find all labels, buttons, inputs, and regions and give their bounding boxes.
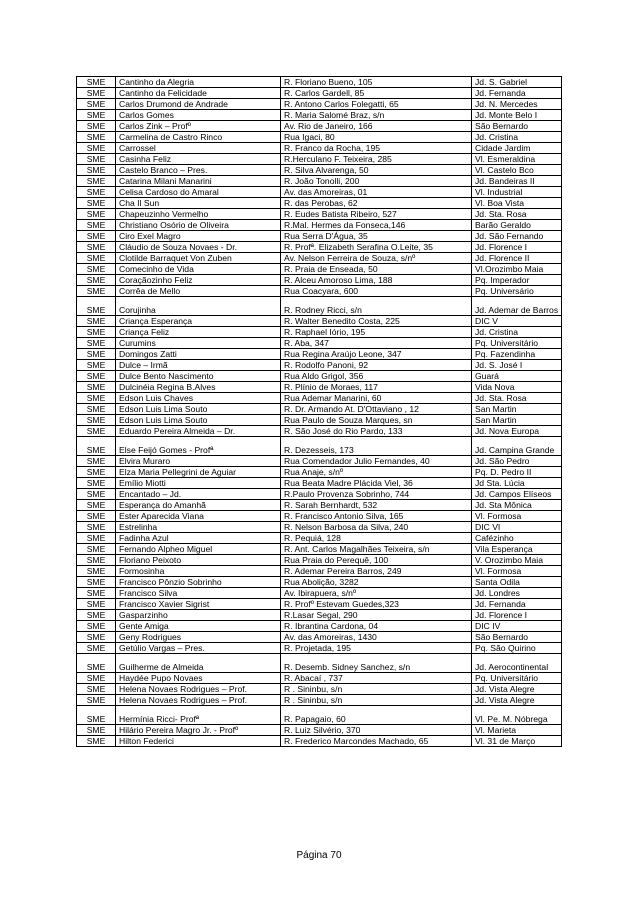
neighborhood-cell: Vida Nova (472, 382, 562, 393)
name-cell: Catarina Milani Manarini (116, 176, 281, 187)
neighborhood-cell: Jd. Bandeiras II (472, 176, 562, 187)
type-cell: SME (77, 695, 116, 706)
neighborhood-cell: DIC V (472, 316, 562, 327)
neighborhood-cell: DIC VI (472, 522, 562, 533)
type-cell: SME (77, 500, 116, 511)
table-row (77, 327, 562, 338)
address-cell: Rua Coacyara, 600 (281, 286, 472, 297)
address-cell: R. Projetada, 195 (281, 643, 472, 654)
address-cell: R.Lasar Segal, 290 (281, 610, 472, 621)
table-row (77, 599, 562, 610)
table-row (77, 286, 562, 297)
address-cell: Rua Comendador Julio Fernandes, 40 (281, 456, 472, 467)
name-cell: Criança Esperança (116, 316, 281, 327)
name-cell: Edson Luis Lima Souto (116, 415, 281, 426)
type-cell: SME (77, 382, 116, 393)
table-row (77, 437, 562, 456)
address-cell: Rua Aldo Grigol, 356 (281, 371, 472, 382)
name-cell: Carlos Drumond de Andrade (116, 99, 281, 110)
type-cell: SME (77, 555, 116, 566)
address-cell: R. Silva Alvarenga, 50 (281, 165, 472, 176)
name-cell: Cantinho da Alegria (116, 77, 281, 88)
neighborhood-cell: Jd. Vista Alegre (472, 684, 562, 695)
type-cell: SME (77, 165, 116, 176)
page-number: Página 70 (296, 850, 342, 861)
table-row (77, 588, 562, 599)
name-cell: Corujinha (116, 297, 281, 316)
name-cell: Elvira Muraro (116, 456, 281, 467)
table-row (77, 467, 562, 478)
address-cell: R. Ademar Pereira Barros, 249 (281, 566, 472, 577)
table-row (77, 88, 562, 99)
name-cell: Carrossel (116, 143, 281, 154)
address-cell: R. Floriano Bueno, 105 (281, 77, 472, 88)
type-cell: SME (77, 253, 116, 264)
table-row (77, 426, 562, 437)
address-cell: R. Carlos Gardell, 85 (281, 88, 472, 99)
neighborhood-cell: DIC IV (472, 621, 562, 632)
name-cell: Gasparzinho (116, 610, 281, 621)
table-row (77, 121, 562, 132)
neighborhood-cell: São Bernardo (472, 121, 562, 132)
table-row (77, 275, 562, 286)
type-cell: SME (77, 621, 116, 632)
type-cell: SME (77, 121, 116, 132)
address-cell: Rua Igaci, 80 (281, 132, 472, 143)
type-cell: SME (77, 143, 116, 154)
table-row (77, 264, 562, 275)
address-cell: R. Alceu Amoroso Lima, 188 (281, 275, 472, 286)
type-cell: SME (77, 456, 116, 467)
neighborhood-cell: Jd. São Fernando (472, 231, 562, 242)
table-row (77, 511, 562, 522)
type-cell: SME (77, 198, 116, 209)
neighborhood-cell: Pq. Universitário (472, 673, 562, 684)
type-cell: SME (77, 426, 116, 437)
neighborhood-cell: Jd. N. Mercedes (472, 99, 562, 110)
name-cell: Gente Amiga (116, 621, 281, 632)
neighborhood-cell: Jd Sta. Lúcia (472, 478, 562, 489)
neighborhood-cell: Pq. Imperador (472, 275, 562, 286)
table-row (77, 110, 562, 121)
neighborhood-cell: Vl. Castelo Bco (472, 165, 562, 176)
name-cell: Cantinho da Felicidade (116, 88, 281, 99)
table-row (77, 220, 562, 231)
table-row (77, 187, 562, 198)
table-row (77, 654, 562, 673)
neighborhood-cell: Jd. Campos Elíseos (472, 489, 562, 500)
name-cell: Helena Novaes Rodrigues – Prof. (116, 684, 281, 695)
type-cell: SME (77, 610, 116, 621)
table-row (77, 632, 562, 643)
table-row (77, 393, 562, 404)
neighborhood-cell: Vl. 31 de Março (472, 736, 562, 747)
type-cell: SME (77, 99, 116, 110)
address-cell: R. Papagaio, 60 (281, 706, 472, 725)
table-row (77, 176, 562, 187)
type-cell: SME (77, 297, 116, 316)
neighborhood-cell: Vl. Formosa (472, 511, 562, 522)
table-row (77, 198, 562, 209)
table-row (77, 706, 562, 725)
type-cell: SME (77, 264, 116, 275)
name-cell: Estrelinha (116, 522, 281, 533)
name-cell: Domingos Zatti (116, 349, 281, 360)
name-cell: Haydée Pupo Novaes (116, 673, 281, 684)
name-cell: Celisa Cardoso do Amaral (116, 187, 281, 198)
neighborhood-cell: Pq. Universário (472, 286, 562, 297)
table-row (77, 577, 562, 588)
table-row (77, 478, 562, 489)
address-cell: Rua Serra D'Água, 35 (281, 231, 472, 242)
neighborhood-cell: Jd. Cristina (472, 132, 562, 143)
address-cell: Av. das Amoreiras, 1430 (281, 632, 472, 643)
address-cell: R. João Tonolli, 200 (281, 176, 472, 187)
type-cell: SME (77, 643, 116, 654)
name-cell: Chapeuzinho Vermelho (116, 209, 281, 220)
type-cell: SME (77, 415, 116, 426)
address-cell: R. Antono Carlos Folegatti, 65 (281, 99, 472, 110)
type-cell: SME (77, 77, 116, 88)
address-cell: R. Ant. Carlos Magalhães Teixeira, s/n (281, 544, 472, 555)
address-cell: R. Abacaí , 737 (281, 673, 472, 684)
neighborhood-cell: Barão Geraldo (472, 220, 562, 231)
name-cell: Comecinho de Vida (116, 264, 281, 275)
name-cell: Helena Novaes Rodrigues – Prof. (116, 695, 281, 706)
name-cell: Carmelina de Castro Rinco (116, 132, 281, 143)
table-row (77, 231, 562, 242)
neighborhood-cell: Jd. Londres (472, 588, 562, 599)
neighborhood-cell: Jd. Florence I (472, 242, 562, 253)
address-cell: R.Mal. Hermes da Fonseca,146 (281, 220, 472, 231)
type-cell: SME (77, 673, 116, 684)
neighborhood-cell: Jd. Sta Mônica (472, 500, 562, 511)
address-cell: Rua Regina Araújo Leone, 347 (281, 349, 472, 360)
table-row (77, 684, 562, 695)
neighborhood-cell: V. Orozimbo Maia (472, 555, 562, 566)
type-cell: SME (77, 209, 116, 220)
neighborhood-cell: Jd. S. Gabriel (472, 77, 562, 88)
name-cell: Criança Feliz (116, 327, 281, 338)
type-cell: SME (77, 110, 116, 121)
neighborhood-cell: Pq. Universitário (472, 338, 562, 349)
table-row (77, 99, 562, 110)
type-cell: SME (77, 437, 116, 456)
type-cell: SME (77, 725, 116, 736)
neighborhood-cell: Jd. Florence I (472, 610, 562, 621)
name-cell: Emílio Miotti (116, 478, 281, 489)
neighborhood-cell: Vl.Orozimbo Maia (472, 264, 562, 275)
name-cell: Dulce Bento Nascimento (116, 371, 281, 382)
address-cell: R. Desemb. Sidney Sanchez, s/n (281, 654, 472, 673)
address-cell: R.Herculano F. Teixeira, 285 (281, 154, 472, 165)
table-row (77, 360, 562, 371)
type-cell: SME (77, 684, 116, 695)
type-cell: SME (77, 316, 116, 327)
neighborhood-cell: Cafézinho (472, 533, 562, 544)
name-cell: Ciro Exel Magro (116, 231, 281, 242)
schools-table (76, 76, 562, 747)
neighborhood-cell: Jd. Fernanda (472, 88, 562, 99)
name-cell: Esperança do Amanhã (116, 500, 281, 511)
address-cell: R. Plínio de Moraes, 117 (281, 382, 472, 393)
address-cell: R. Rodney Ricci, s/n (281, 297, 472, 316)
name-cell: Dulcinéia Regina B.Alves (116, 382, 281, 393)
type-cell: SME (77, 736, 116, 747)
name-cell: Hermínia Ricci- Profª (116, 706, 281, 725)
name-cell: Carlos Gomes (116, 110, 281, 121)
address-cell: Av. Nelson Ferreira de Souza, s/nº (281, 253, 472, 264)
type-cell: SME (77, 132, 116, 143)
type-cell: SME (77, 533, 116, 544)
table-row (77, 522, 562, 533)
table-row (77, 77, 562, 88)
address-cell: R . Sininbu, s/n (281, 695, 472, 706)
table-row (77, 242, 562, 253)
type-cell: SME (77, 654, 116, 673)
type-cell: SME (77, 588, 116, 599)
type-cell: SME (77, 371, 116, 382)
type-cell: SME (77, 231, 116, 242)
neighborhood-cell: Jd. Campina Grande (472, 437, 562, 456)
table-row (77, 209, 562, 220)
name-cell: Francisco Xavier Sigrist (116, 599, 281, 610)
name-cell: Christiano Osório de Oliveira (116, 220, 281, 231)
name-cell: Hilário Pereira Magro Jr. - Profº (116, 725, 281, 736)
name-cell: Fernando Alpheo Miguel (116, 544, 281, 555)
type-cell: SME (77, 632, 116, 643)
type-cell: SME (77, 286, 116, 297)
neighborhood-cell: San Martin (472, 404, 562, 415)
address-cell: Av. Ibirapuera, s/nº (281, 588, 472, 599)
address-cell: R. Praia de Enseada, 50 (281, 264, 472, 275)
name-cell: Encantado – Jd. (116, 489, 281, 500)
type-cell: SME (77, 393, 116, 404)
address-cell: Rua Paulo de Souza Marques, sn (281, 415, 472, 426)
type-cell: SME (77, 577, 116, 588)
address-cell: Av. das Amoreiras, 01 (281, 187, 472, 198)
address-cell: R. Rodolfo Panoni, 92 (281, 360, 472, 371)
neighborhood-cell: Vl. Industrial (472, 187, 562, 198)
type-cell: SME (77, 478, 116, 489)
address-cell: R. Frederico Marcondes Machado, 65 (281, 736, 472, 747)
table-row (77, 725, 562, 736)
address-cell: Rua Abolição, 3282 (281, 577, 472, 588)
table-row (77, 297, 562, 316)
name-cell: Fadinha Azul (116, 533, 281, 544)
address-cell: R. Profº Estevam Guedes,323 (281, 599, 472, 610)
neighborhood-cell: Jd. Cristina (472, 327, 562, 338)
table-row (77, 338, 562, 349)
name-cell: Coraçãozinho Feliz (116, 275, 281, 286)
address-cell: Rua Anaje, s/nº (281, 467, 472, 478)
neighborhood-cell: Guará (472, 371, 562, 382)
table-row (77, 132, 562, 143)
table-row (77, 456, 562, 467)
address-cell: Rua Praia do Perequê, 100 (281, 555, 472, 566)
address-cell: R. Raphael Iório, 195 (281, 327, 472, 338)
table-row (77, 533, 562, 544)
address-cell: R. Luiz Silvério, 370 (281, 725, 472, 736)
type-cell: SME (77, 467, 116, 478)
name-cell: Corrêa de Mello (116, 286, 281, 297)
type-cell: SME (77, 404, 116, 415)
type-cell: SME (77, 522, 116, 533)
table-row (77, 555, 562, 566)
table-row (77, 673, 562, 684)
table-row (77, 736, 562, 747)
address-cell: R. Dr. Armando At. D'Ottaviano , 12 (281, 404, 472, 415)
neighborhood-cell: Vl. Esmeraldina (472, 154, 562, 165)
table-row (77, 404, 562, 415)
neighborhood-cell: Jd. Nova Europa (472, 426, 562, 437)
neighborhood-cell: Pq. Fazendinha (472, 349, 562, 360)
name-cell: Else Feijó Gomes - Profª (116, 437, 281, 456)
table-row (77, 382, 562, 393)
table-row (77, 316, 562, 327)
address-cell: R. Nelson Barbosa da Silva, 240 (281, 522, 472, 533)
name-cell: Elza Maria Pellegrini de Aguiar (116, 467, 281, 478)
type-cell: SME (77, 599, 116, 610)
name-cell: Casinha Feliz (116, 154, 281, 165)
neighborhood-cell: Pq. São Quirino (472, 643, 562, 654)
address-cell: R. Eudes Batista Ribeiro, 527 (281, 209, 472, 220)
address-cell: R.Paulo Provenza Sobrinho, 744 (281, 489, 472, 500)
table-row (77, 489, 562, 500)
address-cell: Rua Ademar Manarini, 60 (281, 393, 472, 404)
type-cell: SME (77, 338, 116, 349)
name-cell: Dulce – Irmã (116, 360, 281, 371)
neighborhood-cell: Jd. Sta. Rosa (472, 393, 562, 404)
neighborhood-cell: Vila Esperança (472, 544, 562, 555)
address-cell: R . Sininbu, s/n (281, 684, 472, 695)
table-row (77, 165, 562, 176)
name-cell: Ester Aparecida Viana (116, 511, 281, 522)
name-cell: Cha Il Sun (116, 198, 281, 209)
name-cell: Clotilde Barraquet Von Zuben (116, 253, 281, 264)
address-cell: Av. Rio de Janeiro, 166 (281, 121, 472, 132)
name-cell: Getúlio Vargas – Pres. (116, 643, 281, 654)
neighborhood-cell: Vl. Pe. M. Nóbrega (472, 706, 562, 725)
neighborhood-cell: San Martin (472, 415, 562, 426)
type-cell: SME (77, 544, 116, 555)
neighborhood-cell: Jd. Aerocontinental (472, 654, 562, 673)
type-cell: SME (77, 88, 116, 99)
table-row (77, 643, 562, 654)
neighborhood-cell: Jd. Ademar de Barros (472, 297, 562, 316)
table-row (77, 143, 562, 154)
neighborhood-cell: Vl. Marieta (472, 725, 562, 736)
name-cell: Hilton Federici (116, 736, 281, 747)
neighborhood-cell: Jd. Monte Belo I (472, 110, 562, 121)
type-cell: SME (77, 187, 116, 198)
type-cell: SME (77, 176, 116, 187)
name-cell: Carlos Zink – Profº (116, 121, 281, 132)
type-cell: SME (77, 327, 116, 338)
neighborhood-cell: Jd. Florence II (472, 253, 562, 264)
address-cell: R. São José do Rio Pardo, 133 (281, 426, 472, 437)
name-cell: Eduardo Pereira Almeida – Dr. (116, 426, 281, 437)
neighborhood-cell: Jd. Fernanda (472, 599, 562, 610)
table-row (77, 610, 562, 621)
name-cell: Formosinha (116, 566, 281, 577)
address-cell: R. Franco da Rocha, 195 (281, 143, 472, 154)
address-cell: R. Maria Salomé Braz, s/n (281, 110, 472, 121)
address-cell: R. Profª. Elizabeth Serafina O.Leite, 35 (281, 242, 472, 253)
neighborhood-cell: Cidade Jardim (472, 143, 562, 154)
address-cell: R. Aba, 347 (281, 338, 472, 349)
address-cell: R. Pequiá, 128 (281, 533, 472, 544)
type-cell: SME (77, 242, 116, 253)
type-cell: SME (77, 489, 116, 500)
name-cell: Geny Rodrigues (116, 632, 281, 643)
address-cell: R. Walter Benedito Costa, 225 (281, 316, 472, 327)
name-cell: Curumins (116, 338, 281, 349)
name-cell: Edson Luis Chaves (116, 393, 281, 404)
name-cell: Castelo Branco – Pres. (116, 165, 281, 176)
table-row (77, 253, 562, 264)
neighborhood-cell: Pq. D. Pedro II (472, 467, 562, 478)
neighborhood-cell: Vl. Formosa (472, 566, 562, 577)
type-cell: SME (77, 275, 116, 286)
name-cell: Francisco Pônzio Sobrinho (116, 577, 281, 588)
table-row (77, 544, 562, 555)
name-cell: Floriano Peixoto (116, 555, 281, 566)
neighborhood-cell: Jd. São Pedro (472, 456, 562, 467)
address-cell: R. Francisco Antonio Silva, 165 (281, 511, 472, 522)
table-row (77, 566, 562, 577)
address-cell: Rua Beata Madre Plácida Viel, 36 (281, 478, 472, 489)
type-cell: SME (77, 349, 116, 360)
neighborhood-cell: Santa Odila (472, 577, 562, 588)
table-row (77, 415, 562, 426)
type-cell: SME (77, 220, 116, 231)
address-cell: R. Sarah Bernhardt, 532 (281, 500, 472, 511)
neighborhood-cell: Jd. S. José I (472, 360, 562, 371)
table-row (77, 500, 562, 511)
neighborhood-cell: São Bernardo (472, 632, 562, 643)
type-cell: SME (77, 360, 116, 371)
type-cell: SME (77, 566, 116, 577)
neighborhood-cell: Jd. Vista Alegre (472, 695, 562, 706)
table-row (77, 154, 562, 165)
address-cell: R. Ibrantina Cardona, 04 (281, 621, 472, 632)
type-cell: SME (77, 154, 116, 165)
name-cell: Guilherme de Almeida (116, 654, 281, 673)
type-cell: SME (77, 511, 116, 522)
table-row (77, 349, 562, 360)
neighborhood-cell: Jd. Sta. Rosa (472, 209, 562, 220)
type-cell: SME (77, 706, 116, 725)
address-cell: R. das Perobas, 62 (281, 198, 472, 209)
table-row (77, 695, 562, 706)
address-cell: R. Dezesseis, 173 (281, 437, 472, 456)
name-cell: Edson Luis Lima Souto (116, 404, 281, 415)
name-cell: Francisco Silva (116, 588, 281, 599)
table-row (77, 621, 562, 632)
table-row (77, 371, 562, 382)
neighborhood-cell: Vl. Boa Vista (472, 198, 562, 209)
name-cell: Cláudio de Souza Novaes - Dr. (116, 242, 281, 253)
